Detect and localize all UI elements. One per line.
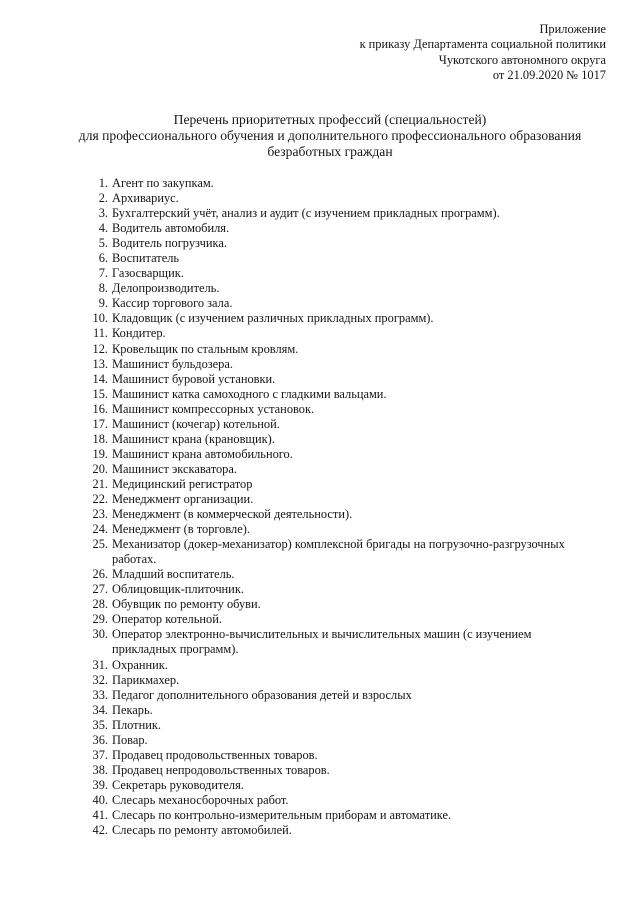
item-number: 30.	[92, 627, 108, 642]
list-item	[86, 688, 626, 703]
item-number: 7.	[98, 266, 108, 281]
item-text: Машинист крана автомобильного.	[112, 446, 293, 461]
item-number: 14.	[92, 371, 108, 386]
item-text: Охранник.	[112, 657, 168, 672]
item-text-continuation: прикладных программ).	[112, 642, 239, 657]
list-item	[86, 176, 626, 191]
list-item	[86, 763, 626, 778]
item-number: 15.	[92, 386, 108, 401]
list-item	[86, 191, 626, 206]
item-text: Кровельщик по стальным кровлям.	[112, 341, 299, 356]
item-text: Газосварщик.	[112, 266, 184, 281]
list-item	[86, 251, 626, 266]
list-item	[86, 627, 626, 657]
item-number: 37.	[92, 747, 108, 762]
item-text: Агент по закупкам.	[112, 176, 214, 190]
item-text: Менеджмент (в торговле).	[112, 522, 250, 537]
list-item	[86, 507, 626, 522]
item-number: 8.	[98, 281, 108, 296]
list-item	[86, 357, 626, 372]
list-item	[86, 673, 626, 688]
item-text: Слесарь по ремонту автомобилей.	[112, 823, 292, 838]
item-text: Повар.	[112, 732, 148, 747]
item-text: Оператор котельной.	[112, 612, 222, 627]
item-text: Секретарь руководителя.	[112, 777, 244, 792]
profession-list	[86, 176, 626, 838]
item-text: Менеджмент (в коммерческой деятельности).	[112, 507, 353, 522]
item-number: 27.	[92, 582, 108, 597]
list-item	[86, 387, 626, 402]
item-number: 26.	[92, 567, 108, 582]
list-item	[86, 326, 626, 341]
item-number: 29.	[92, 612, 108, 627]
item-number: 17.	[92, 416, 108, 431]
item-text: Бухгалтерский учёт, анализ и аудит (с изучением прикладных программ).	[112, 206, 500, 221]
item-number: 20.	[92, 461, 108, 476]
list-item	[86, 372, 626, 387]
list-item	[86, 492, 626, 507]
item-number: 5.	[98, 236, 108, 251]
list-item	[86, 537, 626, 567]
item-number: 24.	[92, 522, 108, 537]
appendix-line: от 21.09.2020 № 1017	[492, 68, 606, 83]
item-text: Кладовщик (с изучением различных прикладных программ).	[112, 311, 434, 326]
list-item	[86, 206, 626, 221]
item-text: Парикмахер.	[112, 672, 180, 687]
item-text: Кассир торгового зала.	[112, 296, 233, 311]
item-number: 9.	[98, 296, 108, 311]
list-item	[86, 281, 626, 296]
item-text: Машинист (кочегар) котельной.	[112, 416, 280, 431]
list-item	[86, 597, 626, 612]
item-text: Обувщик по ремонту обуви.	[112, 597, 261, 612]
item-text: Облицовщик-плиточник.	[112, 582, 244, 597]
list-item	[86, 748, 626, 763]
item-text: Продавец непродовольственных товаров.	[112, 762, 330, 777]
item-number: 25.	[92, 537, 108, 552]
list-item	[86, 733, 626, 748]
item-number: 12.	[92, 341, 108, 356]
item-number: 32.	[92, 672, 108, 687]
item-number: 23.	[92, 507, 108, 522]
item-number: 21.	[92, 476, 108, 491]
item-number: 40.	[92, 792, 108, 807]
item-number: 16.	[92, 401, 108, 416]
list-item	[86, 266, 626, 281]
list-item	[86, 522, 626, 537]
item-number: 39.	[92, 777, 108, 792]
item-text: Воспитатель	[112, 251, 180, 266]
item-text: Водитель автомобиля.	[112, 221, 230, 236]
list-item	[86, 311, 626, 326]
list-item	[86, 462, 626, 477]
item-text: Машинист катка самоходного с гладкими вальцами.	[112, 386, 387, 401]
list-item	[86, 703, 626, 718]
item-number: 36.	[92, 732, 108, 747]
list-item	[86, 582, 626, 597]
item-text: Младший воспитатель.	[112, 567, 235, 582]
item-text: Архивариус.	[112, 191, 179, 206]
title-line: безработных граждан	[267, 144, 393, 160]
item-number: 18.	[92, 431, 108, 446]
item-number: 4.	[98, 221, 108, 236]
item-number: 19.	[92, 446, 108, 461]
list-item	[86, 718, 626, 733]
item-number: 42.	[92, 823, 108, 838]
item-text: Пекарь.	[112, 702, 153, 717]
item-text: Слесарь по контрольно-измерительным приборам и автоматике.	[112, 807, 452, 822]
item-text: Плотник.	[112, 717, 161, 732]
title-line: для профессионального обучения и дополнительного профессионального образования	[78, 128, 582, 144]
item-text: Оператор электронно-вычислительных и вычислительных машин (с изучением	[112, 627, 532, 642]
title-line: Перечень приоритетных профессий (специальностей)	[173, 112, 487, 127]
item-text: Продавец продовольственных товаров.	[112, 747, 318, 762]
list-item	[86, 236, 626, 251]
item-number: 1.	[98, 176, 108, 190]
list-item	[86, 402, 626, 417]
item-number: 2.	[98, 191, 108, 206]
item-text: Педагог дополнительного образования детей и взрослых	[112, 687, 412, 702]
list-item	[86, 221, 626, 236]
item-text: Менеджмент организации.	[112, 491, 254, 506]
list-item	[86, 823, 626, 838]
item-text: Слесарь механосборочных работ.	[112, 792, 289, 807]
item-number: 31.	[92, 657, 108, 672]
list-item	[86, 432, 626, 447]
item-number: 6.	[98, 251, 108, 266]
item-text: Машинист компрессорных установок.	[112, 401, 315, 416]
list-item	[86, 296, 626, 311]
document-title	[30, 112, 630, 161]
item-text: Делопроизводитель.	[112, 281, 220, 296]
appendix-line: к приказу Департамента социальной политики	[359, 37, 606, 52]
appendix-line: Чукотского автономного округа	[438, 52, 606, 67]
list-item	[86, 447, 626, 462]
item-text: Водитель погрузчика.	[112, 236, 227, 251]
item-text-continuation: работах.	[112, 552, 157, 567]
item-number: 41.	[92, 807, 108, 822]
appendix-line: Приложение	[539, 22, 606, 36]
item-number: 3.	[98, 206, 108, 221]
list-item	[86, 417, 626, 432]
item-text: Медицинский регистратор	[112, 476, 253, 491]
item-number: 33.	[92, 687, 108, 702]
item-text: Машинист экскаватора.	[112, 461, 237, 476]
item-number: 22.	[92, 491, 108, 506]
item-number: 38.	[92, 762, 108, 777]
list-item	[86, 342, 626, 357]
item-text: Кондитер.	[112, 326, 166, 341]
list-item	[86, 477, 626, 492]
list-item	[86, 808, 626, 823]
item-text: Машинист бульдозера.	[112, 356, 233, 371]
item-number: 28.	[92, 597, 108, 612]
item-text: Механизатор (докер-механизатор) комплексной бригады на погрузочно-разгрузочных	[112, 537, 565, 552]
item-number: 10.	[92, 311, 108, 326]
appendix-header	[360, 22, 606, 84]
item-text: Машинист буровой установки.	[112, 371, 276, 386]
item-number: 34.	[92, 702, 108, 717]
list-item	[86, 658, 626, 673]
item-number: 13.	[92, 356, 108, 371]
item-number: 35.	[92, 717, 108, 732]
item-number: 11.	[92, 326, 108, 341]
list-item	[86, 778, 626, 793]
list-item	[86, 612, 626, 627]
item-text: Машинист крана (крановщик).	[112, 431, 275, 446]
list-item	[86, 793, 626, 808]
list-item	[86, 567, 626, 582]
